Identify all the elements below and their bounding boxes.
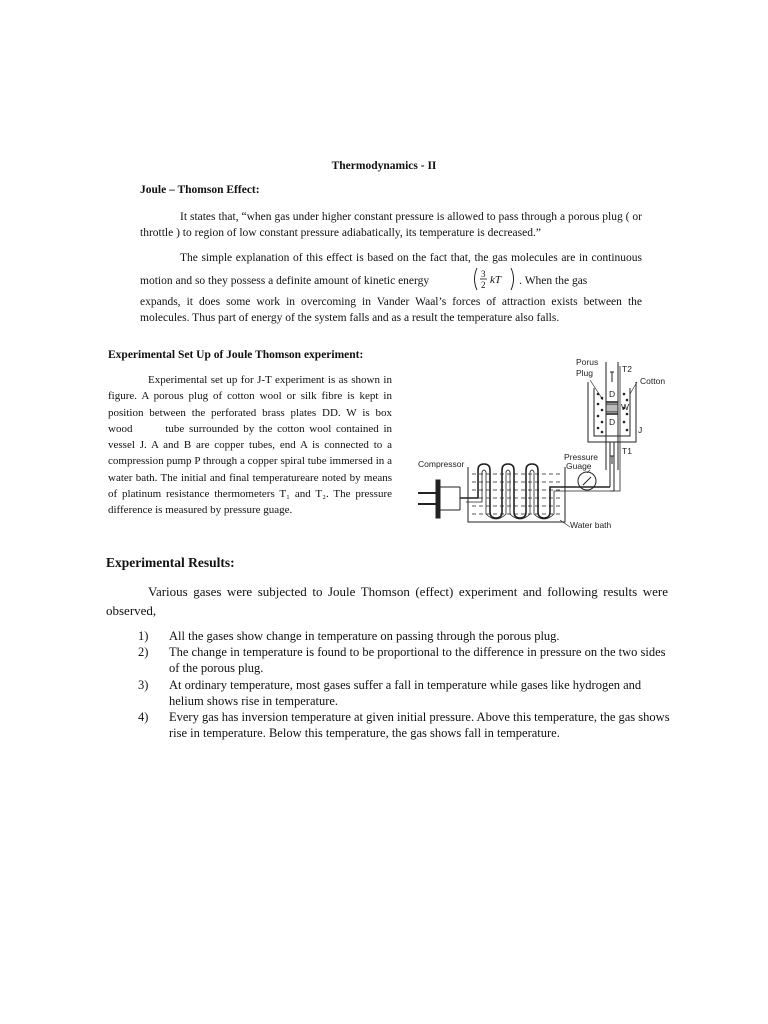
- results-list: [138, 628, 670, 741]
- explanation-text-tail: . When the gas: [519, 275, 588, 288]
- jt-apparatus-diagram: [400, 352, 680, 537]
- label-compressor: Compressor: [418, 459, 465, 469]
- list-item-number: 1): [138, 629, 149, 643]
- section-heading-joule-thomson: Joule – Thomson Effect:: [140, 184, 260, 196]
- label-t1: T1: [622, 446, 632, 456]
- list-item: [138, 709, 670, 741]
- list-item-text: Every gas has inversion temperature at given initial pressure. Above this temperature, the gas shows rise in temperature. Below this temperature, the gas shows fall in temperature.: [169, 710, 670, 741]
- label-j: J: [638, 425, 643, 435]
- fraction-numerator: 3: [481, 269, 486, 279]
- label-guage: Guage: [566, 461, 592, 471]
- list-item-number: 4): [138, 710, 149, 725]
- list-item: [138, 628, 670, 644]
- explanation-text: The simple explanation of this effect is based on the fact that, the gas molecules are in continuous motion and so they possess a definite amount of kinetic energy: [140, 252, 642, 288]
- label-pressure: Pressure: [564, 452, 599, 462]
- results-intro: Various gases were subjected to Joule Thomson (effect) experiment and following results were observed,: [106, 584, 668, 618]
- label-plug: Plug: [576, 368, 594, 378]
- list-item-text: At ordinary temperature, most gases suffer a fall in temperature while gases like hydrogen and helium shows rise in temperature.: [169, 677, 642, 708]
- setup-paragraph: Experimental set up for J-T experiment is as shown in figure. A porous plug of cotton wool or silk fibre is kept in position between the perforated brass plates DD. W is box wood tube surrounded by the cotton wool contained in vessel J. A and B are copper tubes, end A is connected to a compression pump P through a copper spiral tube immersed in a water bath. The initial and final temperatureare noted by means of platinum resistance thermometers T₁ and T₂. The pressure difference is measured by pressure guage.: [108, 374, 392, 517]
- explanation-paragraph: [140, 250, 642, 297]
- page-title: Thermodynamics - II: [331, 160, 437, 172]
- label-t2: T2: [622, 364, 632, 374]
- list-item-number: 2): [138, 645, 149, 660]
- definition-paragraph: It states that, “when gas under higher constant pressure is allowed to pass through a porous plug ( or throttle ) to region of low constant pressure adiabatically, its temperature is decreased.”: [140, 211, 642, 239]
- list-item-text: All the gases show change in temperature on passing through the porous plug.: [169, 629, 560, 643]
- kinetic-energy-expression: [431, 266, 517, 297]
- section-heading-setup: Experimental Set Up of Joule Thomson experiment:: [108, 349, 364, 361]
- list-item-text: The change in temperature is found to be proportional to the difference in pressure on the two sides of the porous plug.: [169, 645, 666, 676]
- porous-plug: [606, 404, 618, 412]
- fraction-denominator: 2: [481, 280, 486, 290]
- label-porus: Porus: [576, 357, 599, 367]
- label-cotton: Cotton: [640, 376, 666, 386]
- expansion-paragraph: expands, it does some work in overcoming in Vander Waal’s forces of attraction exists between the molecules. Thus part of energy of the system falls and as a result the temperature also falls.: [140, 296, 642, 324]
- label-w: W: [621, 402, 630, 412]
- list-item: [138, 644, 670, 676]
- kinetic-energy-formula-icon: [471, 266, 517, 292]
- list-item-number: 3): [138, 677, 149, 692]
- label-water-bath: Water bath: [570, 520, 612, 530]
- section-heading-results: Experimental Results:: [106, 555, 235, 570]
- label-d-bottom: D: [609, 417, 616, 427]
- label-d-top: D: [609, 389, 616, 399]
- compressor-piston: [436, 480, 440, 518]
- list-item: [138, 677, 670, 709]
- kt-symbol: kT: [490, 274, 502, 286]
